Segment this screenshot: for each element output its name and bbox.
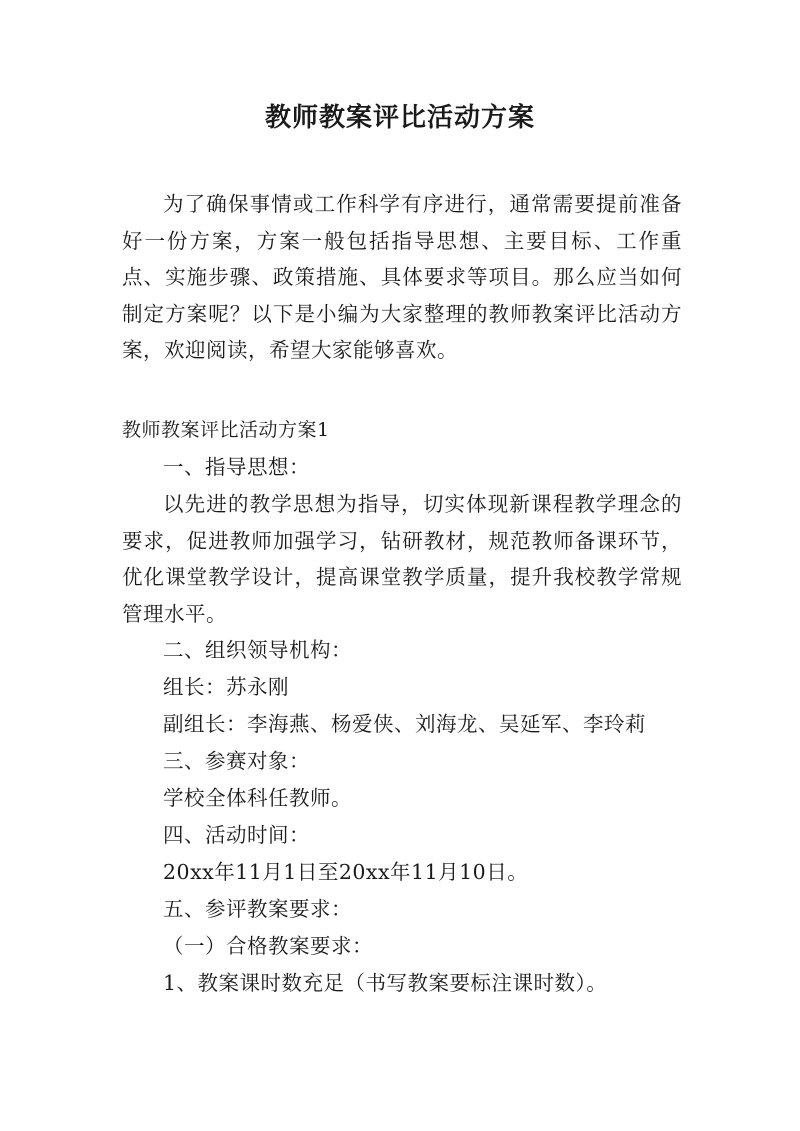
intro-paragraph: 为了确保事情或工作科学有序进行，通常需要提前准备好一份方案，方案一般包括指导思想、主要目标、工作重点、实施步骤、政策措施、具体要求等项目。那么应当如何制定方案呢？以下是小编为大家整理的教师教案评比活动方案，欢迎阅读，希望大家能够喜欢。	[122, 192, 682, 362]
document-body	[122, 412, 682, 1002]
participants-line: 学校全体科任教师。	[163, 786, 352, 810]
group-leader-line: 组长：苏永刚	[163, 675, 289, 699]
activity-time-line: 20xx年11月1日至20xx年11月10日。	[163, 860, 529, 884]
guiding-ideology-paragraph: 以先进的教学思想为指导，切实体现新课程教学理念的要求，促进教师加强学习，钻研教材，规范教师备课环节，优化课堂教学设计，提高课堂教学质量，提升我校教学常规管理水平。	[122, 492, 682, 626]
subheading-plan-requirements: 五、参评教案要求：	[163, 897, 352, 921]
subheading-guiding-ideology: 一、指导思想：	[163, 455, 310, 479]
subheading-qualified-plan: （一）合格教案要求：	[163, 934, 373, 958]
deputy-leaders-line: 副组长：李海燕、杨爱侠、刘海龙、吴延军、李玲莉	[163, 712, 646, 736]
subheading-activity-time: 四、活动时间：	[163, 823, 310, 847]
document-title: 教师教案评比活动方案	[264, 103, 535, 133]
requirement-item-1: 1、教案课时数充足（书写教案要标注课时数）。	[163, 971, 608, 995]
subheading-organization: 二、组织领导机构：	[163, 638, 352, 662]
section-heading: 教师教案评比活动方案1	[122, 419, 330, 441]
subheading-participants: 三、参赛对象：	[163, 749, 310, 773]
